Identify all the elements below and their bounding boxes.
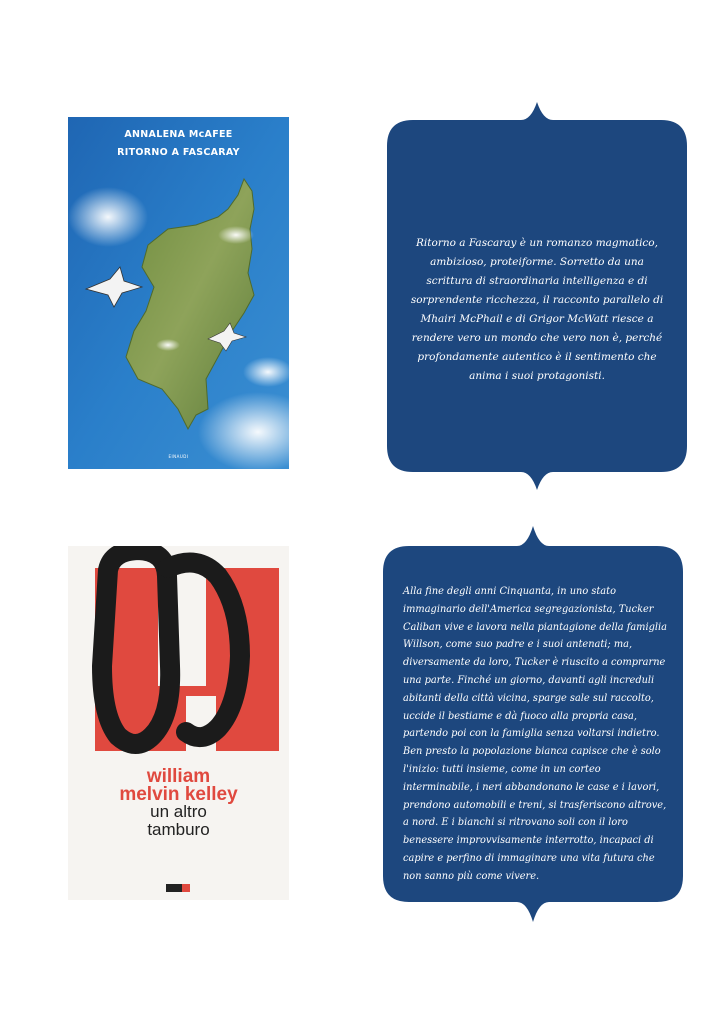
book-description: Alla fine degli anni Cinquanta, in uno stato immaginario dell'America segregazionista, Tucker Caliban vive e lavora nella piantagione della famiglia Willson, come suo padre e i suoi antenati; ma, diversamente da loro, Tucker è riuscito a comprarne una parte. Finché un giorno, davanti agli increduli abitanti della città vicina, sparge sale sul raccolto, uccide il bestiame e dà fuoco alla propria casa, partendo poi con la famiglia senza voltarsi indietro. Ben presto la popolazione bianca capisce che è solo l'inizio: tutti insieme, come in un corteo interminabile, i neri abbandonano le case e i lavori, prendono automobili e treni, si trasferiscono altrove, a nord. E i bianchi si ritrovano soli con il loro benessere improvvisamente interrotto, incapaci di capire e perfino di immaginare una vita futura che non sanno più come vivere.	[403, 586, 667, 882]
description-bubble-1	[385, 98, 689, 493]
cover-author-line-1: william	[146, 766, 211, 787]
description-bubble-2	[381, 524, 685, 924]
cover-title-line-2: tamburo	[147, 820, 210, 839]
cover-title: RITORNO A FASCARAY	[117, 147, 240, 158]
book-cover-un-altro-tamburo	[68, 546, 289, 900]
cover-illustration-island	[68, 117, 289, 469]
cover-illustration-chain	[68, 546, 289, 900]
book-cover-ritorno-a-fascaray	[68, 117, 289, 469]
book-description: Ritorno a Fascaray è un romanzo magmatico, ambizioso, proteiforme. Sorretto da una scrittura di straordinaria intelligenza e di sorprendente ricchezza, il racconto parallelo di Mhairi McPhail e di Grigor McWatt riesce a rendere vero un mondo che vero non è, perché profondamente autentico è il sentimento che anima i suoi protagonisti.	[410, 237, 664, 382]
publisher-logo-icon	[166, 884, 190, 892]
cover-publisher: EINAUDI	[168, 454, 189, 459]
cover-title-line-1: un altro	[150, 802, 207, 821]
cover-author: ANNALENA McAFEE	[124, 129, 233, 140]
cover-author-line-2: melvin kelley	[119, 784, 238, 805]
